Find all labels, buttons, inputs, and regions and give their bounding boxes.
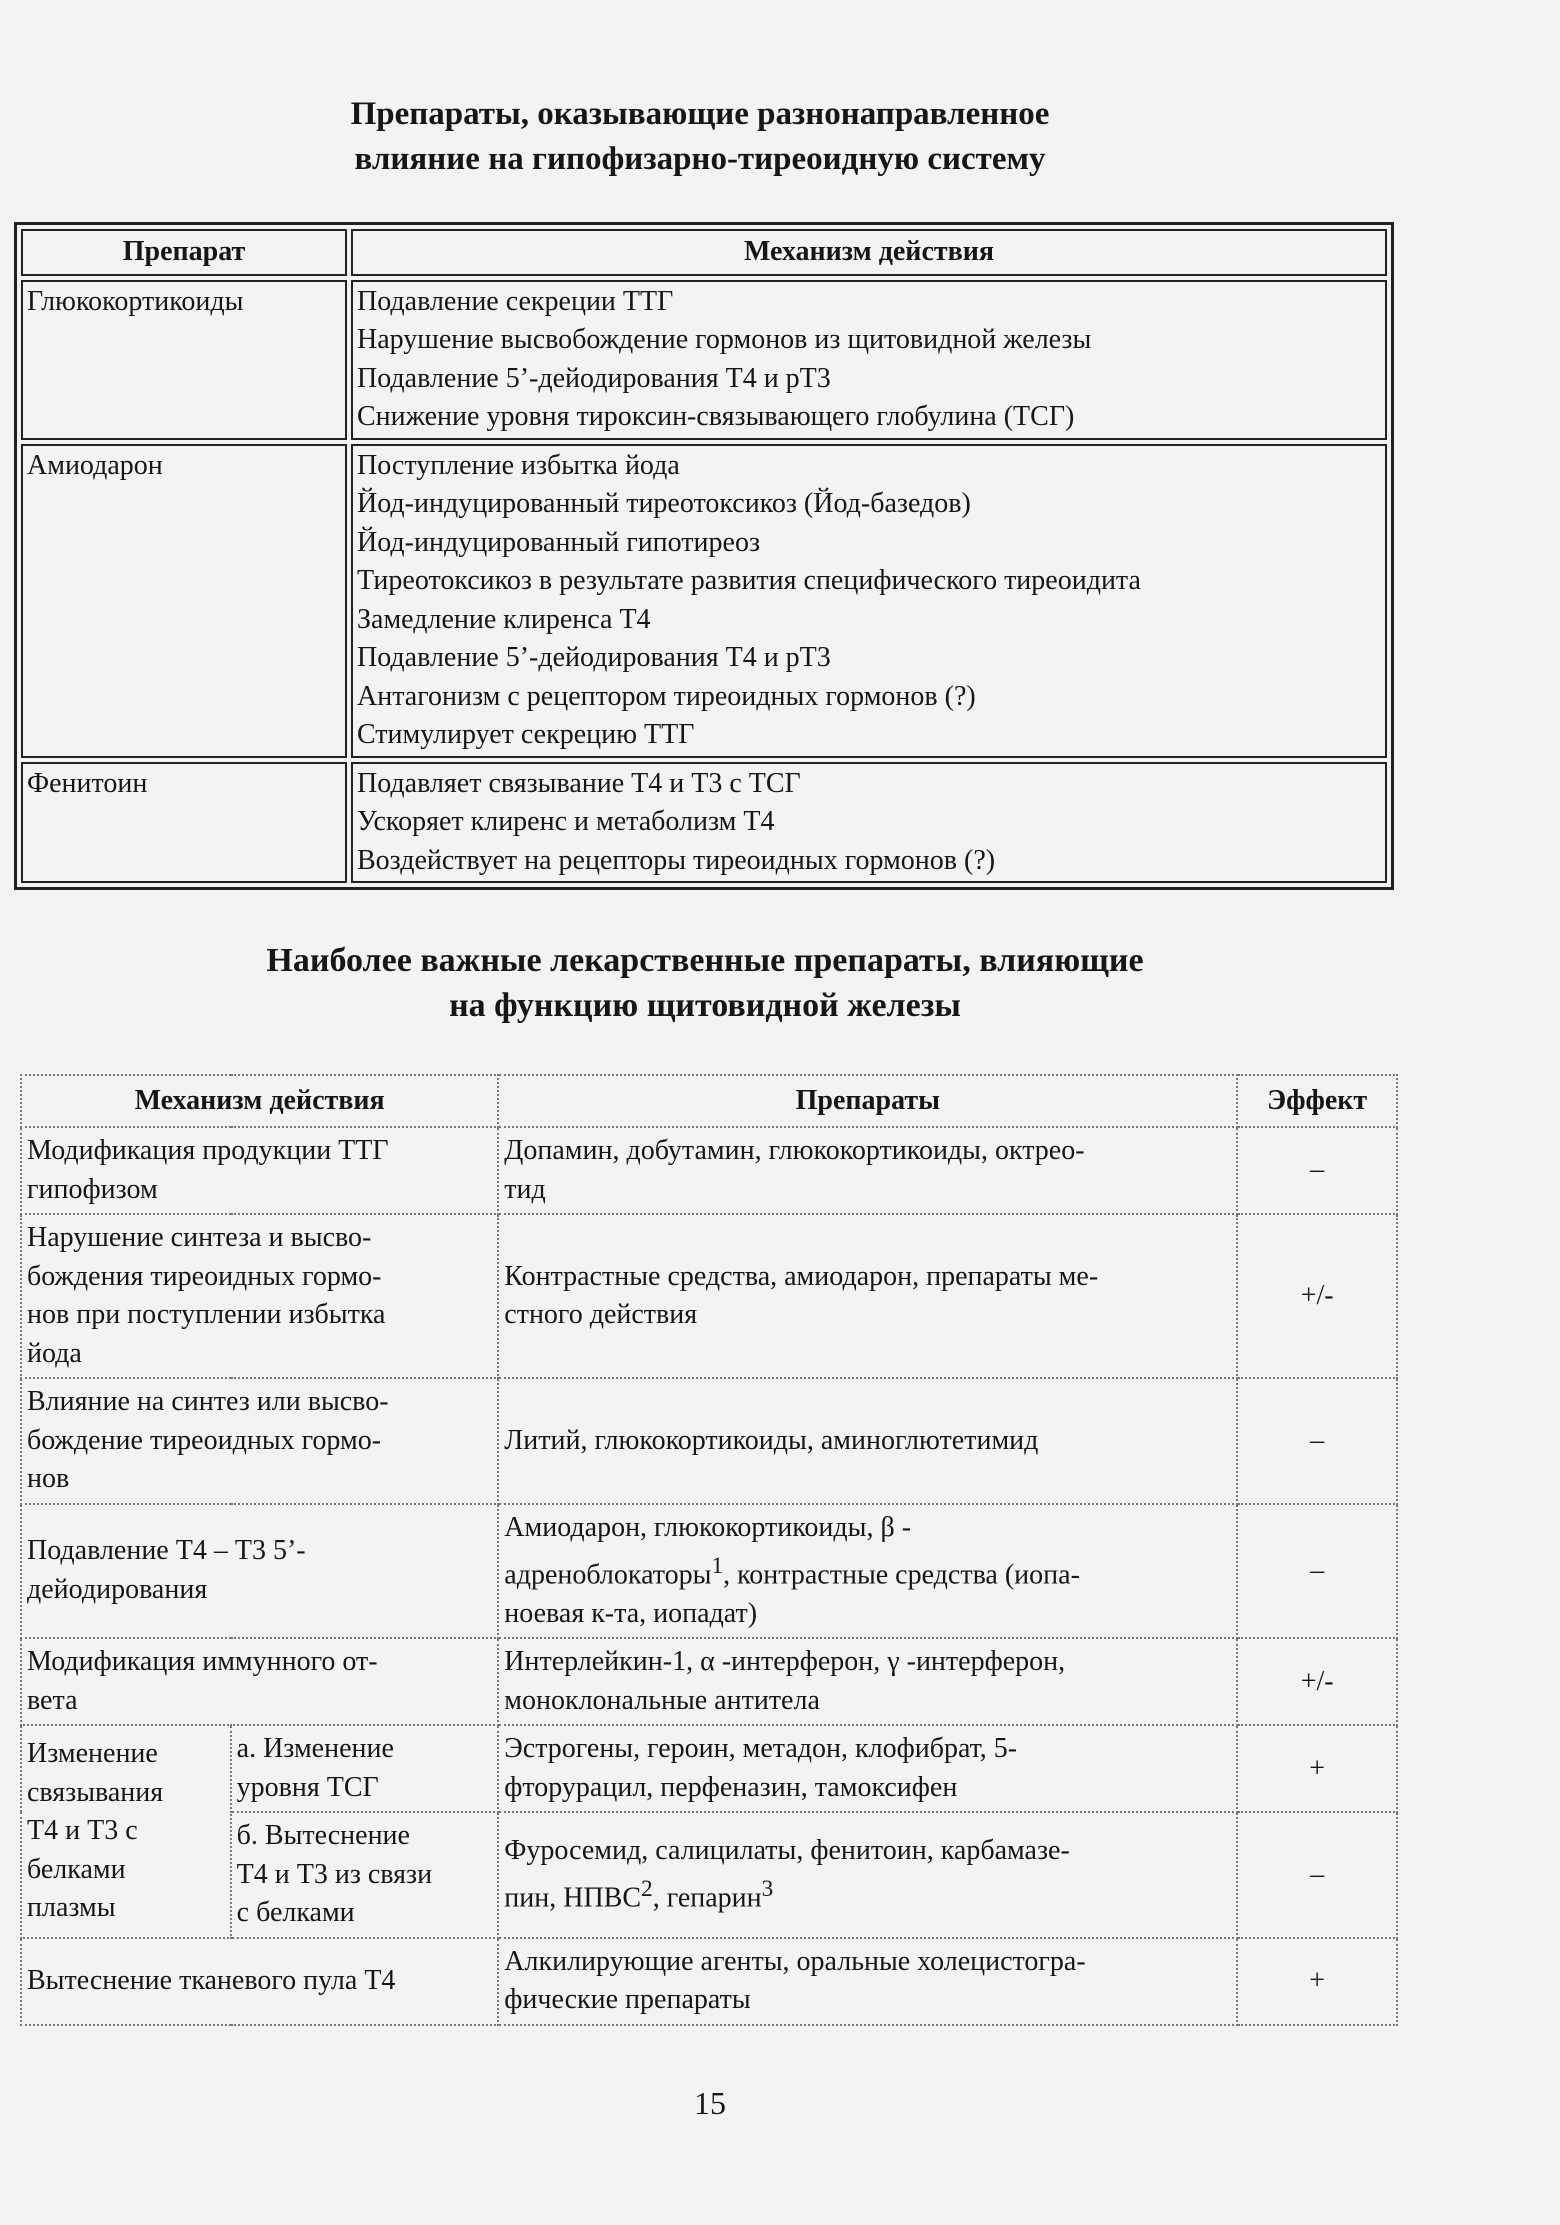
cell-line: Подавление Т4 – Т3 5’- bbox=[27, 1535, 306, 1567]
sub-mechanism-cell bbox=[231, 1812, 499, 1938]
cell-line bbox=[504, 1870, 1231, 1918]
mechanism-item: Подавление секреции ТТГ bbox=[357, 285, 674, 317]
cell-line: уровня ТСГ bbox=[236, 1771, 379, 1803]
mechanism-cell bbox=[21, 1504, 498, 1639]
mechanism-cell bbox=[21, 1127, 498, 1214]
mechanism-cell bbox=[21, 1938, 498, 2025]
table-row bbox=[21, 280, 1387, 440]
thyroid-drugs-table bbox=[20, 1074, 1398, 2026]
mechanism-item: Йод-индуцированный гипотиреоз bbox=[357, 526, 761, 558]
table-row bbox=[21, 762, 1387, 884]
section-title-1-line2: влияние на гипофизарно-тиреоидную систему bbox=[354, 141, 1046, 177]
cell-line: белками bbox=[27, 1853, 126, 1885]
effect-cell: +/- bbox=[1237, 1638, 1397, 1725]
effect-cell: +/- bbox=[1237, 1214, 1397, 1378]
cell-line: с белками bbox=[236, 1897, 355, 1929]
cell-line: а. Изменение bbox=[236, 1733, 394, 1765]
cell-line: ноевая к-та, иопадат) bbox=[504, 1597, 758, 1629]
mechanism-item: Нарушение высвобождение гормонов из щитовидной железы bbox=[357, 324, 1092, 355]
table-row bbox=[21, 1504, 1397, 1639]
effect-cell: – bbox=[1237, 1378, 1397, 1504]
header-drugs: Препараты bbox=[498, 1075, 1237, 1127]
table-row bbox=[21, 1725, 1397, 1812]
table-row bbox=[21, 1378, 1397, 1504]
drugs-cell bbox=[498, 1504, 1237, 1639]
table-row bbox=[21, 1638, 1397, 1725]
mechanism-list bbox=[351, 280, 1387, 440]
drugs-mechanism-table bbox=[14, 222, 1394, 890]
table-header-row bbox=[21, 229, 1387, 276]
cell-line: связывания bbox=[27, 1776, 164, 1808]
mechanism-cell bbox=[21, 1638, 498, 1725]
mechanism-item: Йод-индуцированный тиреотоксикоз (Йод-базедов) bbox=[357, 488, 971, 519]
mechanism-item: Ускоряет клиренс и метаболизм Т4 bbox=[357, 806, 775, 837]
header-mechanism: Механизм действия bbox=[21, 1075, 498, 1127]
cell-line: йода bbox=[27, 1337, 82, 1369]
mechanism-item: Замедление клиренса Т4 bbox=[357, 603, 651, 635]
section-title-2-line1: Наиболее важные лекарственные препараты, влияющие bbox=[266, 942, 1144, 979]
mechanism-item: Стимулирует секрецию ТТГ bbox=[357, 719, 695, 750]
cell-line: б. Вытеснение bbox=[236, 1820, 410, 1852]
drug-name: Фенитоин bbox=[21, 762, 347, 884]
drugs-cell bbox=[498, 1127, 1237, 1214]
table-row bbox=[21, 1938, 1397, 2025]
footnote-marker: 1 bbox=[711, 1553, 724, 1579]
cell-line: бождение тиреоидных гормо- bbox=[27, 1424, 382, 1456]
cell-line: Т4 и Т3 из связи bbox=[236, 1858, 433, 1890]
effect-cell: + bbox=[1237, 1725, 1397, 1812]
cell-line: Нарушение синтеза и высво- bbox=[27, 1222, 372, 1253]
cell-line: Модификация продукции ТТГ bbox=[27, 1135, 389, 1166]
cell-line: Т4 и Т3 с bbox=[27, 1815, 138, 1847]
section-title-1 bbox=[130, 92, 1270, 182]
effect-cell: + bbox=[1237, 1938, 1397, 2025]
cell-line: тид bbox=[504, 1173, 546, 1205]
table-row bbox=[21, 444, 1387, 758]
footnote-marker: 3 bbox=[761, 1876, 774, 1903]
cell-line: Контрастные средства, амиодарон, препараты ме- bbox=[504, 1260, 1099, 1292]
cell-line bbox=[504, 1547, 1231, 1595]
mechanism-item: Подавляет связывание Т4 и Т3 с ТСГ bbox=[357, 767, 801, 799]
cell-text: , контрастные средства (иопа- bbox=[723, 1559, 1080, 1591]
table-row bbox=[21, 1127, 1397, 1214]
drugs-cell bbox=[498, 1812, 1237, 1938]
cell-line: Алкилирующие агенты, оральные холецистогра- bbox=[504, 1945, 1086, 1977]
drugs-cell bbox=[498, 1938, 1237, 2025]
cell-line: вета bbox=[27, 1684, 78, 1716]
cell-line: Допамин, добутамин, глюкокортикоиды, октрео- bbox=[504, 1135, 1085, 1166]
mechanism-item: Поступление избытка йода bbox=[357, 449, 680, 481]
cell-line: дейодирования bbox=[27, 1573, 208, 1605]
cell-line: Интерлейкин-1, α -интерферон, γ -интерферон, bbox=[504, 1646, 1066, 1678]
drugs-cell bbox=[498, 1638, 1237, 1725]
mechanism-item: Подавление 5’-дейодирования Т4 и рТ3 bbox=[357, 362, 831, 394]
drug-name: Амиодарон bbox=[21, 444, 347, 758]
section-title-1-line1: Препараты, оказывающие разнонаправленное bbox=[350, 96, 1050, 132]
cell-line: Эстрогены, героин, метадон, клофибрат, 5- bbox=[504, 1733, 1018, 1765]
cell-line: Влияние на синтез или высво- bbox=[27, 1386, 389, 1417]
drugs-cell bbox=[498, 1725, 1237, 1812]
effect-cell: – bbox=[1237, 1504, 1397, 1639]
cell-text: , гепарин bbox=[652, 1882, 762, 1914]
cell-line: плазмы bbox=[27, 1892, 116, 1924]
drugs-cell bbox=[498, 1378, 1237, 1504]
cell-line: Вытеснение тканевого пула Т4 bbox=[27, 1965, 396, 1997]
header-mechanism: Механизм действия bbox=[351, 229, 1387, 276]
cell-line: гипофизом bbox=[27, 1173, 158, 1205]
cell-line: Литий, глюкокортикоиды, аминоглютетимид bbox=[504, 1424, 1039, 1456]
mechanism-item: Подавление 5’-дейодирования Т4 и рТ3 bbox=[357, 642, 831, 673]
group-mechanism-cell bbox=[21, 1725, 231, 1938]
cell-line: Фуросемид, салицилаты, фенитоин, карбамазе- bbox=[504, 1834, 1070, 1866]
cell-line: Амиодарон, глюкокортикоиды, β - bbox=[504, 1511, 912, 1543]
cell-line: Изменение bbox=[27, 1738, 158, 1770]
drugs-cell bbox=[498, 1214, 1237, 1378]
cell-text: пин, НПВС bbox=[504, 1882, 642, 1914]
header-drug: Препарат bbox=[21, 229, 347, 276]
cell-line: нов при поступлении избытка bbox=[27, 1299, 386, 1330]
cell-line: фические препараты bbox=[504, 1984, 751, 2016]
mechanism-item: Антагонизм с рецептором тиреоидных гормонов (?) bbox=[357, 680, 976, 712]
effect-cell: – bbox=[1237, 1127, 1397, 1214]
cell-line: бождения тиреоидных гормо- bbox=[27, 1260, 382, 1292]
cell-line: стного действия bbox=[504, 1299, 698, 1330]
mechanism-cell bbox=[21, 1378, 498, 1504]
sub-mechanism-cell bbox=[231, 1725, 499, 1812]
mechanism-item: Воздействует на рецепторы тиреоидных гормонов (?) bbox=[357, 844, 996, 876]
table-row bbox=[21, 1214, 1397, 1378]
mechanism-list bbox=[351, 444, 1387, 758]
footnote-marker: 2 bbox=[641, 1876, 653, 1903]
page-number: 15 bbox=[694, 2085, 726, 2121]
cell-text: адреноблокаторы bbox=[504, 1559, 712, 1591]
section-title-2-line2: на функцию щитовидной железы bbox=[449, 987, 961, 1024]
mechanism-item: Тиреотоксикоз в результате развития специфического тиреоидита bbox=[357, 565, 1141, 596]
header-effect: Эффект bbox=[1237, 1075, 1397, 1127]
drug-name: Глюкокортикоиды bbox=[21, 280, 347, 440]
cell-line: фторурацил, перфеназин, тамоксифен bbox=[504, 1771, 958, 1803]
cell-line: Модификация иммунного от- bbox=[27, 1646, 378, 1678]
table-header-row bbox=[21, 1075, 1397, 1127]
mechanism-list bbox=[351, 762, 1387, 884]
mechanism-item: Снижение уровня тироксин-связывающего глобулина (ТСГ) bbox=[357, 401, 1075, 432]
section-title-2 bbox=[80, 938, 1330, 1028]
effect-cell: – bbox=[1237, 1812, 1397, 1938]
cell-line: моноклональные антитела bbox=[504, 1684, 820, 1716]
mechanism-cell bbox=[21, 1214, 498, 1378]
cell-line: нов bbox=[27, 1463, 70, 1494]
